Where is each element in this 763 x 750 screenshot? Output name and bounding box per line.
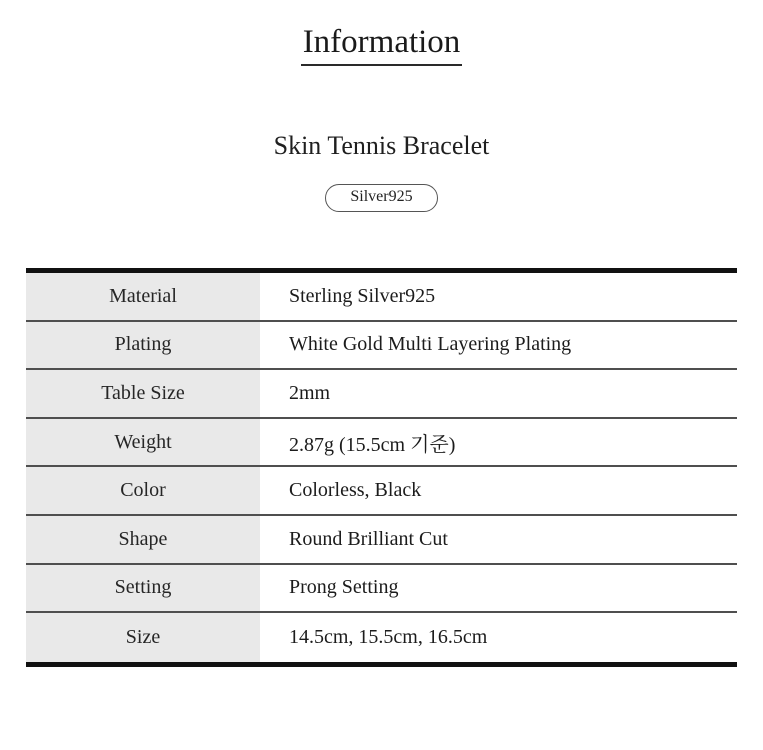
spec-table-row (26, 370, 737, 419)
spec-row-value: 2mm (260, 370, 737, 417)
spec-table-row (26, 516, 737, 565)
spec-table-row (26, 467, 737, 516)
badge-container (0, 184, 763, 212)
spec-row-value: Colorless, Black (260, 467, 737, 514)
spec-table-row (26, 565, 737, 614)
product-name: Skin Tennis Bracelet (273, 131, 490, 160)
spec-row-label: Color (26, 467, 260, 514)
spec-table (26, 268, 737, 667)
spec-row-label: Shape (26, 516, 260, 563)
spec-row-label: Table Size (26, 370, 260, 417)
spec-row-value: 2.87g (15.5cm 기준) (260, 419, 737, 466)
spec-row-label: Weight (26, 419, 260, 466)
spec-row-value: 14.5cm, 15.5cm, 16.5cm (260, 613, 737, 662)
spec-table-row (26, 419, 737, 468)
spec-table-row (26, 322, 737, 371)
spec-row-value: Prong Setting (260, 565, 737, 612)
spec-row-label: Material (26, 273, 260, 320)
spec-table-row (26, 273, 737, 322)
page-title-text: Information (301, 24, 463, 66)
spec-row-label: Setting (26, 565, 260, 612)
spec-row-value: Round Brilliant Cut (260, 516, 737, 563)
spec-row-label: Size (26, 613, 260, 662)
material-badge: Silver925 (325, 184, 437, 212)
spec-row-value: Sterling Silver925 (260, 273, 737, 320)
spec-row-value: White Gold Multi Layering Plating (260, 322, 737, 369)
spec-table-row (26, 613, 737, 662)
spec-row-label: Plating (26, 322, 260, 369)
page-title (0, 24, 763, 66)
